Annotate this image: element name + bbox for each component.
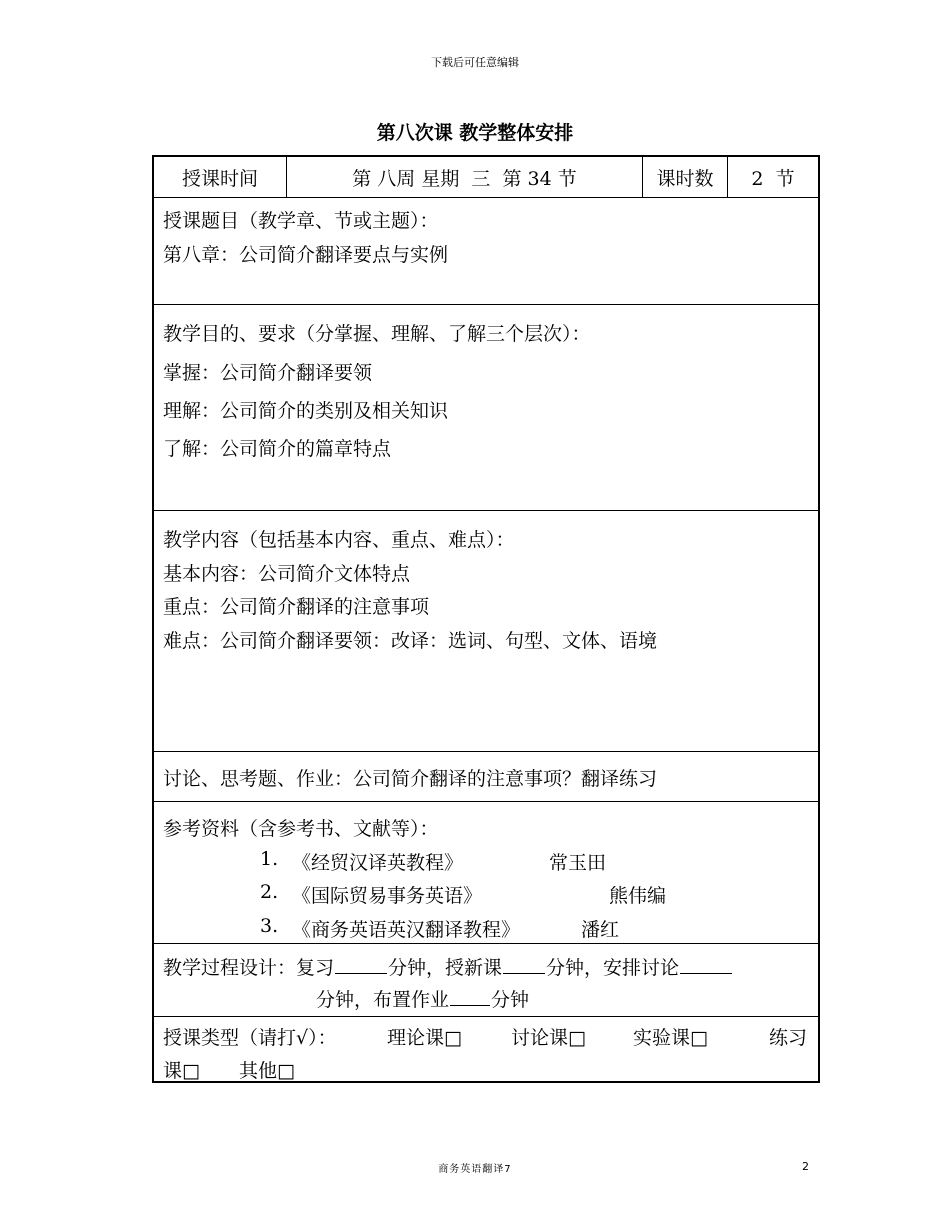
contents-row — [154, 511, 818, 752]
process-review-label: 教学过程设计：复习 — [163, 957, 335, 979]
option-theory[interactable]: 理论课□ — [387, 1027, 462, 1049]
option-discussion[interactable]: 讨论课□ — [511, 1027, 586, 1049]
header-note: 下载后可任意编辑 — [431, 56, 519, 69]
homework-minutes-blank[interactable] — [450, 1004, 490, 1006]
reference-num-1: 1. — [260, 848, 279, 870]
objectives-heading: 教学目的、要求（分掌握、理解、了解三个层次）： — [163, 323, 591, 345]
hours-value: 2 节 — [751, 167, 795, 190]
page-title: 第八次课 教学整体安排 — [376, 122, 574, 144]
lesson-plan-table — [152, 155, 820, 1083]
objectives-row — [154, 305, 818, 511]
process-discussion-label: 分钟，安排讨论 — [546, 957, 680, 979]
topic-text: 第八章：公司简介翻译要点与实例 — [163, 244, 449, 266]
page-footer: 商务英语翻译7 — [438, 1164, 512, 1175]
contents-difficulty: 难点：公司简介翻译要领：改译：选词、句型、文体、语境 — [163, 630, 658, 652]
option-practice-part1[interactable]: 练习 — [769, 1027, 808, 1049]
process-new-label: 分钟，授新课 — [388, 957, 503, 979]
reference-author-3: 潘红 — [581, 919, 620, 941]
process-line-1 — [163, 953, 733, 980]
option-practice-part2[interactable]: 课□ — [163, 1060, 200, 1082]
course-type-label: 授课类型（请打√）： — [163, 1027, 337, 1049]
references-heading: 参考资料（含参考书、文献等）： — [163, 818, 439, 840]
process-homework-label: 分钟，布置作业 — [316, 989, 450, 1011]
discussion-text: 讨论、思考题、作业：公司简介翻译的注意事项？翻译练习 — [163, 768, 658, 790]
schedule-label: 授课时间 — [154, 157, 287, 197]
hours-label: 课时数 — [643, 157, 728, 197]
reference-author-2: 熊伟编 — [609, 885, 667, 907]
option-other[interactable]: 其他□ — [239, 1060, 295, 1082]
option-experiment[interactable]: 实验课□ — [633, 1027, 708, 1049]
review-minutes-blank[interactable] — [335, 972, 387, 974]
contents-heading: 教学内容（包括基本内容、重点、难点）： — [163, 529, 515, 551]
new-lesson-minutes-blank[interactable] — [503, 972, 545, 974]
reference-num-3: 3. — [260, 915, 279, 937]
objective-master: 掌握：公司简介翻译要领 — [163, 362, 373, 384]
reference-title-1: 《经贸汉译英教程》 — [292, 852, 464, 874]
objective-know: 了解：公司简介的篇章特点 — [163, 438, 392, 460]
topic-heading: 授课题目（教学章、节或主题）： — [163, 210, 439, 232]
reference-author-1: 常玉田 — [549, 852, 607, 874]
reference-num-2: 2. — [260, 881, 279, 903]
schedule-row — [154, 157, 818, 198]
course-type-row — [154, 1017, 818, 1083]
references-row — [154, 802, 818, 944]
page-number: 2 — [802, 1160, 809, 1173]
process-line-2 — [316, 985, 529, 1012]
discussion-minutes-blank[interactable] — [680, 972, 732, 974]
objective-understand: 理解：公司简介的类别及相关知识 — [163, 400, 449, 422]
topic-row — [154, 198, 818, 305]
process-row — [154, 944, 818, 1017]
contents-key-point: 重点：公司简介翻译的注意事项 — [163, 596, 430, 618]
contents-basic: 基本内容：公司简介文体特点 — [163, 563, 411, 585]
schedule-value: 第 八周 星期 三 第 34 节 — [287, 157, 643, 197]
reference-title-2: 《国际贸易事务英语》 — [292, 885, 483, 907]
reference-title-3: 《商务英语英汉翻译教程》 — [292, 919, 521, 941]
discussion-row — [154, 752, 818, 802]
process-end-label: 分钟 — [491, 989, 530, 1011]
